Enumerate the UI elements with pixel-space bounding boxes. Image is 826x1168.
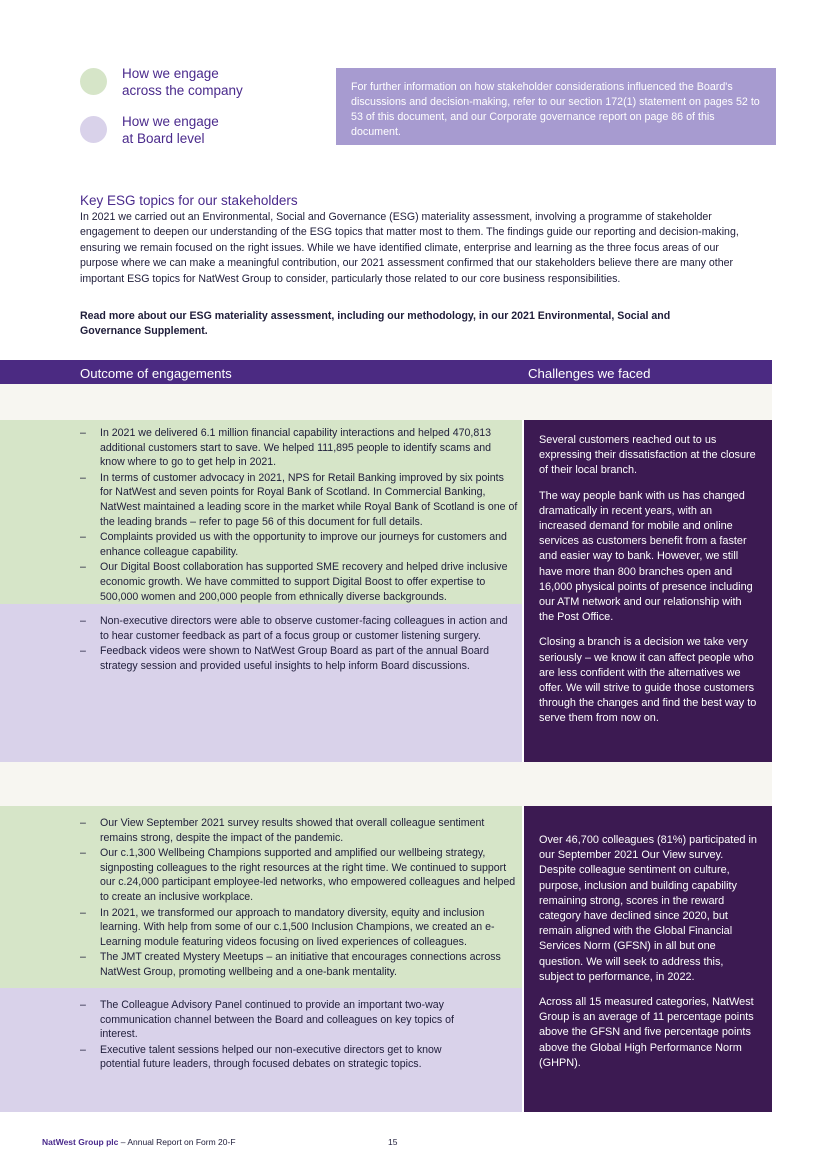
colleagues-company-block (0, 806, 522, 988)
list-item: – Non-executive directors were able to observe customer-facing colleagues in action and to hear customer feedback as part of a focus group or customer listening surgery. (80, 614, 508, 643)
list-item: – Our c.1,300 Wellbeing Champions supported and amplified our wellbeing strategy, signposting colleagues to the right resources at the right time. We continued to support our c.24,000 participant employee-led networks, who empowered colleagues and helped to create an inclusive workplace. (80, 846, 518, 904)
list-item: – Executive talent sessions helped our non-executive directors get to know potential future leaders, through focused debates on strategic topics. (80, 1043, 472, 1072)
list-item: – The Colleague Advisory Panel continued to provide an important two-way communication channel between the Board and colleagues on key topics of interest. (80, 998, 472, 1042)
legend-label-board: How we engage at Board level (122, 114, 219, 146)
customers-board-list (80, 614, 508, 673)
colleagues-board-block (0, 988, 522, 1112)
legend-dot-board (80, 116, 107, 143)
list-item: – In 2021, we transformed our approach to mandatory diversity, equity and inclusion learning. With help from some of our c.1,500 Inclusion Champions, we created an e-Learning module featuring videos focusing on lived experiences of colleagues. (80, 906, 518, 950)
colleagues-challenges-block (524, 806, 772, 1112)
list-item: – In terms of customer advocacy in 2021, NPS for Retail Banking improved by six points for NatWest and seven points for Royal Bank of Scotland. In Commercial Banking, NatWest maintained a leading score in the market while Royal Bank of Scotland is one of the leading brands – refer to page 56 of this document for full details. (80, 471, 518, 529)
challenge-paragraph: The way people bank with us has changed dramatically in recent years, with an increased demand for mobile and online services as customers benefit from a faster and easier way to bank. However, we still have more than 800 branches open and 16,000 physical points of presence including our ATM network and our relationship with the Post Office. (539, 489, 753, 624)
challenge-paragraph: Over 46,700 colleagues (81%) participated in our September 2021 Our View survey. Despite colleague sentiment on culture, purpose, inclusion and building capability remaining strong, scores in the reward category have declined since 2020, but remain aligned with the Global Financial Services Norm (GFSN) in all but one question. We will seek to address this, subject to performance, in 2022. (539, 834, 757, 983)
challenge-paragraph: Across all 15 measured categories, NatWest Group is an average of 11 percentage points above the GFSN and five percentage points above the Global High Performance Norm (GHPN). (539, 996, 754, 1069)
info-box-text: For further information on how stakeholder considerations influenced the Board's discussions and decision-making, refer to our section 172(1) statement on pages 52 to 53 of this document, and our Corporate governance report on page 86 of this document. (351, 81, 760, 138)
esg-read-more[interactable]: Read more about our ESG materiality assessment, including our methodology, in our 2021 Environmental, Social and Governance Supplement. (80, 310, 671, 338)
legend-label-company: How we engage across the company (122, 66, 243, 98)
challenge-paragraph: Closing a branch is a decision we take very seriously – we know it can affect people who are less confident with the alternatives we offer. We will strive to guide those customers through the changes and find the best way to serve them from now on. (539, 636, 757, 725)
header-challenges: Challenges we faced (528, 366, 651, 381)
customers-company-list (80, 426, 518, 604)
footer-report: – Annual Report on Form 20-F (118, 1137, 236, 1147)
customers-spacer (0, 384, 772, 420)
header-outcome: Outcome of engagements (80, 366, 232, 381)
footer-text (42, 1137, 236, 1147)
footer-company: NatWest Group plc (42, 1137, 119, 1147)
customers-company-block (0, 420, 522, 604)
page-number: 15 (388, 1137, 398, 1147)
list-item: – Our View September 2021 survey results showed that overall colleague sentiment remains strong, despite the impact of the pandemic. (80, 816, 518, 845)
table-header (0, 360, 772, 384)
colleagues-board-list (80, 998, 472, 1072)
list-item: – Our Digital Boost collaboration has supported SME recovery and helped drive inclusive economic growth. We have committed to support Digital Boost to offer expertise to 500,000 women and 200,000 people from ethnically diverse backgrounds. (80, 560, 518, 604)
list-item: – The JMT created Mystery Meetups – an initiative that encourages connections across NatWest Group, promoting wellbeing and a one-bank mentality. (80, 950, 518, 979)
legend-dot-company (80, 68, 107, 95)
customers-board-block (0, 604, 522, 762)
challenge-paragraph: Several customers reached out to us expressing their dissatisfaction at the closure of their local branch. (539, 434, 756, 477)
list-item: – Complaints provided us with the opportunity to improve our journeys for customers and enhance colleague capability. (80, 530, 518, 559)
customers-challenges-block (524, 420, 772, 762)
esg-body: In 2021 we carried out an Environmental, Social and Governance (ESG) materiality assessment, involving a programme of stakeholder engagement to deepen our understanding of the ESG topics that matter most to them. The findings guide our reporting and decision-making, ensuring we remain focused on the right issues. While we have identified climate, enterprise and learning as the three focus areas of our purpose where we can make a meaningful contribution, our 2021 assessment confirmed that our stakeholders believe there are many other important ESG topics for NatWest Group to consider, particularly those related to our core business responsibilities. (80, 211, 739, 285)
list-item: – Feedback videos were shown to NatWest Group Board as part of the annual Board strategy session and provided useful insights to help inform Board discussions. (80, 644, 508, 673)
colleagues-spacer (0, 762, 772, 806)
colleagues-company-list (80, 816, 518, 980)
esg-heading: Key ESG topics for our stakeholders (80, 193, 298, 208)
list-item: – In 2021 we delivered 6.1 million financial capability interactions and helped 470,813 additional customers start to save. We helped 111,895 people to identify scams and know where to go to get help in 2021. (80, 426, 518, 470)
info-box (336, 68, 776, 145)
